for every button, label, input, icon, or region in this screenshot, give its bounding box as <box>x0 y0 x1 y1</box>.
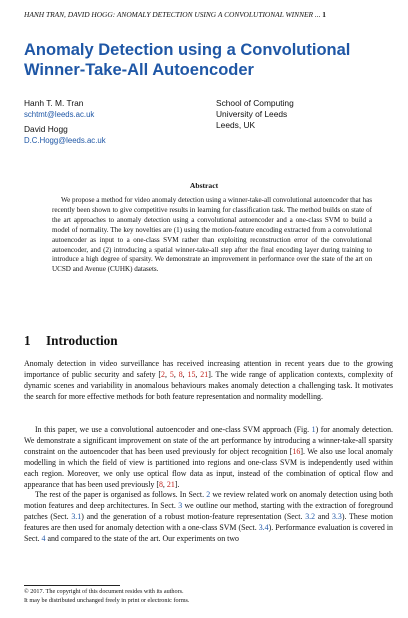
author-1-name: Hanh T. M. Tran <box>24 98 84 108</box>
running-head-ellipsis: ... <box>314 10 321 19</box>
intro-paragraph-3: The rest of the paper is organised as follows. In Sect. 2 we review related work on anomaly detection using both motion features and deep architectures. In Sect. 3 we outline our method, starting with the extraction of foreground patches (Sect. 3.1) and the generation of a robust motion-feature representation (Sect. 3.2 and 3.3). These motion features are then used for anomaly detection with a one-class SVM (Sect. 3.4). Performance evaluation is covered in Sect. 4 and compared to the state of the art. Our experiments on two <box>24 490 394 544</box>
cross-reference-link[interactable]: 4 <box>41 534 46 544</box>
cross-reference-link[interactable]: 2 <box>206 490 211 499</box>
author-2-email[interactable]: D.C.Hogg@leeds.ac.uk <box>24 136 106 145</box>
cross-reference-link[interactable]: 3.1 <box>71 512 82 522</box>
cross-reference-link[interactable]: 1 <box>311 425 316 434</box>
affiliation-line-3: Leeds, UK <box>216 120 256 130</box>
paper-title <box>24 40 384 80</box>
paper-title-line-1: Anomaly Detection using a Convolutional <box>24 41 351 59</box>
citation-link[interactable]: 8 <box>158 480 163 490</box>
citation-link[interactable]: 15 <box>187 370 196 380</box>
affiliation-line-2: University of Leeds <box>216 109 288 119</box>
citation-link[interactable]: 8 <box>178 370 183 380</box>
affiliation <box>216 98 294 131</box>
cross-reference-link[interactable]: 3 <box>178 501 183 511</box>
page-number: 1 <box>322 10 326 19</box>
author-2 <box>24 124 106 146</box>
section-heading <box>24 333 118 349</box>
abstract-text: We propose a method for video anomaly detection using a winner-take-all convolutional autoencoder that has recently been shown to give competitive results in learning for classification task. The method builds on state of the art approaches to anomaly detection using a convolutional autoencoder and a one-class SVM to build a model of normality. The key novelties are (1) using the motion-feature encoding extracted from a convolutional autoencoder as input to a one-class SVM rather than exploiting reconstruction error of the convolutional autoencoder, and (2) introducing a spatial winner-take-all step after the final encoding layer during training to introduce a high degree of sparsity. We demonstrate an improvement in performance over the state of the art on UCSD and Avenue (CUHK) datasets. <box>52 196 372 274</box>
cross-reference-link[interactable]: 3.4 <box>258 523 269 533</box>
citation-link[interactable]: 21 <box>200 370 209 380</box>
author-1-email[interactable]: schtmt@leeds.ac.uk <box>24 110 95 119</box>
copyright-line-2: It may be distributed unchanged freely in print or electronic forms. <box>24 596 190 604</box>
copyright-line-1: © 2017. The copyright of this document resides with its authors. <box>24 588 184 595</box>
citation-link[interactable]: 21 <box>166 480 175 490</box>
citation-link[interactable]: 16 <box>292 447 301 457</box>
affiliation-line-1: School of Computing <box>216 98 294 108</box>
cross-reference-link[interactable]: 3.2 <box>305 512 316 522</box>
running-head-text: HANH TRAN, DAVID HOGG: ANOMALY DETECTION USING A CONVOLUTIONAL WINNER <box>24 10 314 19</box>
running-head <box>24 10 402 19</box>
section-number: 1 <box>24 333 31 348</box>
citation-link[interactable]: 5 <box>169 370 174 380</box>
abstract-heading: Abstract <box>189 181 219 190</box>
author-1 <box>24 98 94 120</box>
author-2-name: David Hogg <box>24 124 68 134</box>
intro-paragraph-2: In this paper, we use a convolutional autoencoder and one-class SVM approach (Fig. 1) for anomaly detection. We demonstrate a significant improvement on state of the art performance by introducing a winner-take-all sparsity constraint on the autoencoder that has been used previously for object recognition [16]. We also use local anomaly modelling in which the field of view is partitioned into regions and one-class SVM is independently used within each region. Moreover, we only use optical flow data as input, instead of the combination of optical flow and appearance that has been used previously [8, 21]. <box>24 425 393 490</box>
section-title: Introduction <box>46 333 118 348</box>
intro-paragraph-1: Anomaly detection in video surveillance has received increasing attention in recent years due to the growing importance of public security and safety [2, 5, 8, 15, 21]. The wide range of application contexts, complexity of dynamic scenes and variability in anomalous behaviours makes anomaly detection a challenging task. It motivates the search for more effective methods for both feature representation and normality modelling. <box>24 359 393 402</box>
cross-reference-link[interactable]: 3.3 <box>331 512 342 522</box>
copyright-footnote <box>24 588 394 605</box>
citation-link[interactable]: 2 <box>161 370 165 380</box>
paper-title-line-2: Winner-Take-All Autoencoder <box>24 61 254 79</box>
footnote-divider <box>24 585 120 586</box>
